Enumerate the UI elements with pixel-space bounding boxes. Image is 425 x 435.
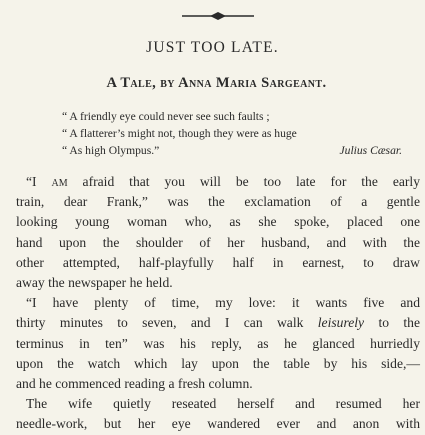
- text-line: needle-work, but her eye wandered ever and anon with: [16, 416, 420, 432]
- text-line: looking young woman who, as she spoke, placed one: [16, 214, 420, 230]
- text-line: The wife quietly reseated herself and resumed her: [26, 396, 420, 412]
- text-line: and he commenced reading a fresh column.: [16, 376, 253, 392]
- chapter-title: JUST TOO LATE.: [146, 39, 279, 56]
- text-line: “I have plenty of time, my love: it wants five and: [26, 295, 420, 311]
- text-line: other attempted, half-playfully half in earnest, to draw: [16, 254, 420, 270]
- text-line: “I am afraid that you will be too late for the early: [26, 174, 420, 189]
- epigraph-line: “ As high Olympus.”: [62, 144, 160, 157]
- ornament-divider-icon: [182, 11, 254, 21]
- text-line: thirty minutes to seven, and I can walk leisurely to the: [16, 315, 420, 331]
- epigraph-attribution: Julius Cæsar.: [339, 144, 402, 157]
- epigraph-line: “ A flatterer’s might not, though they were as huge: [62, 127, 297, 140]
- text-line: away the newspaper he held.: [16, 275, 173, 291]
- chapter-subtitle: [0, 75, 425, 92]
- text-line: terminus in ten” was his reply, as he glanced hurriedly: [16, 335, 420, 351]
- epigraph-line: “ A friendly eye could never see such faults ;: [62, 110, 270, 123]
- text-line: train, dear Frank,” was the exclamation of a gentle: [16, 194, 420, 210]
- epigraph: [62, 108, 402, 159]
- story-body: [16, 172, 420, 435]
- text-line: hand upon the shoulder of her husband, and with the: [16, 234, 420, 250]
- text-line: upon the watch which lay upon the table by his side,—: [16, 355, 420, 371]
- subtitle-text: A Tale, by Anna Maria Sargeant.: [106, 75, 327, 91]
